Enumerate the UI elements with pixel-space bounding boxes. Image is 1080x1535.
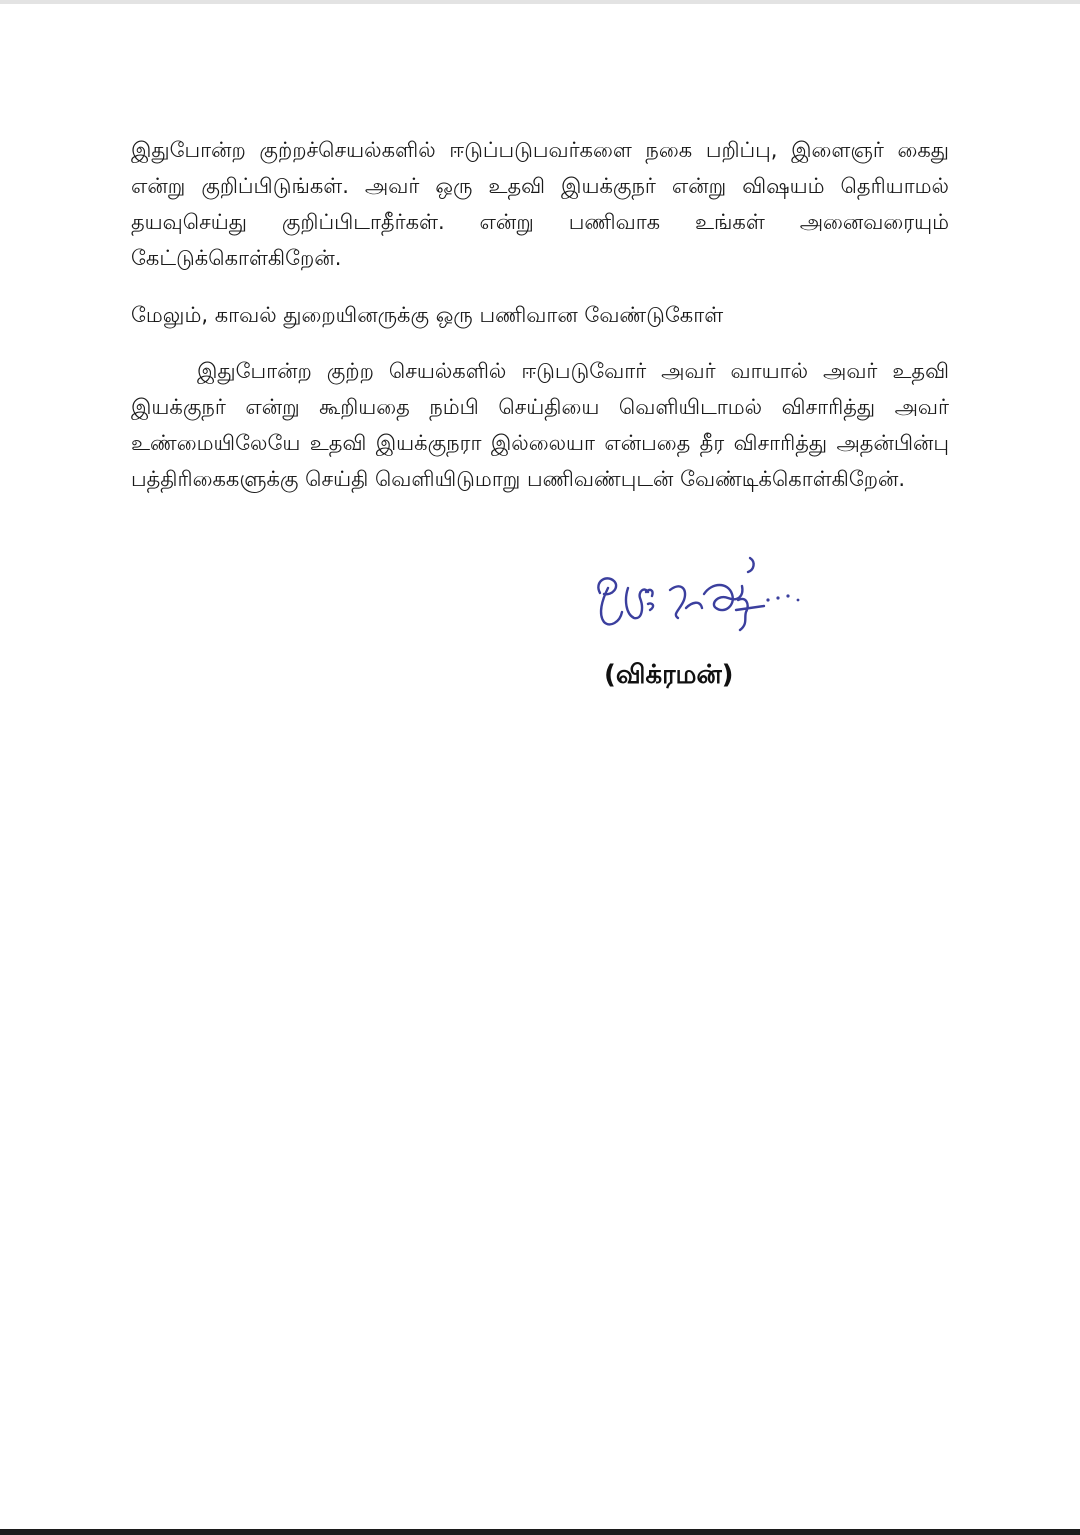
signer-name: (விக்ரமன்) [604, 660, 734, 690]
signature-image [588, 548, 818, 643]
paragraph-request-media: இதுபோன்ற குற்றச்செயல்களில் ஈடுப்படுபவர்களை நகை பறிப்பு, இளைஞர் கைது என்று குறிப்பிடுங்கள். அவர் ஒரு உதவி இயக்குநர் என்று விஷயம் தெரியாமல் தயவுசெய்து குறிப்பிடாதீர்கள். என்று பணிவாக உங்கள் அனைவரையும் கேட்டுக்கொள்கிறேன். [131, 138, 950, 270]
paragraph-request-police: இதுபோன்ற குற்ற செயல்களில் ஈடுபடுவோர் அவர் வாயால் அவர் உதவி இயக்குநர் என்று கூறியதை நம்பி செய்தியை வெளியிடாமல் விசாரித்து அவர் உண்மையிலேயே உதவி இயக்குநரா இல்லையா என்பதை தீர விசாரித்து அதன்பின்பு பத்திரிகைகளுக்கு செய்தி வெளியிடுமாறு பணிவண்புடன் வேண்டிக்கொள்கிறேன். [131, 359, 949, 491]
top-border [0, 0, 1080, 4]
paragraph-police-heading: மேலும், காவல் துறையினருக்கு ஒரு பணிவான வேண்டுகோள் [131, 303, 724, 327]
bottom-border [0, 1529, 1080, 1535]
letter-body [131, 132, 949, 497]
